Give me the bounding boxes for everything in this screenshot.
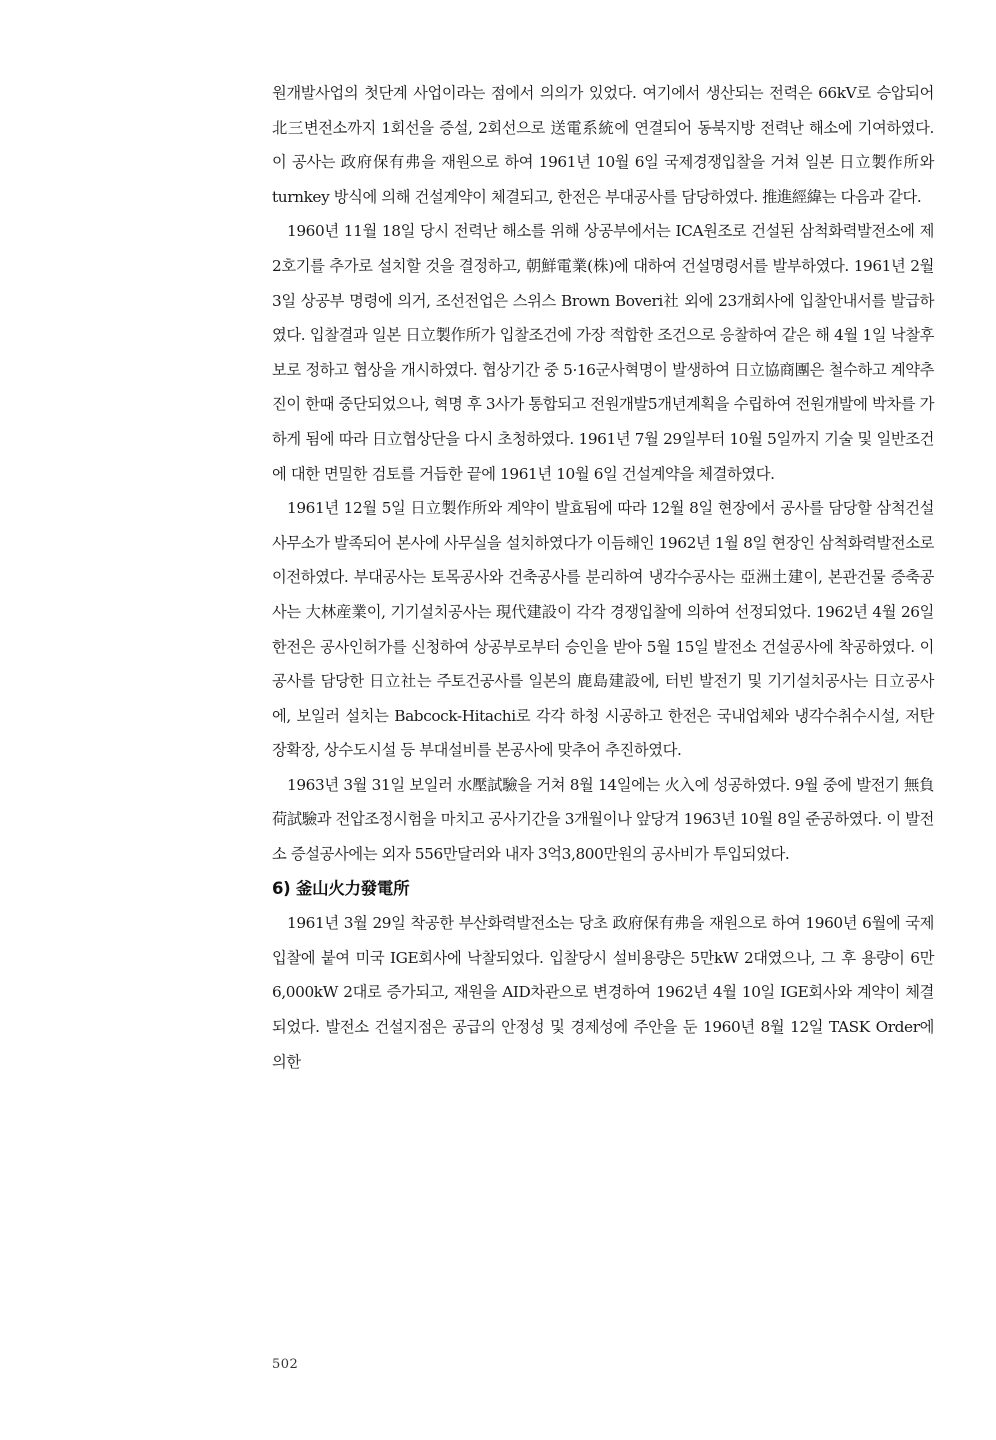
page-number: 502 [272,1357,299,1372]
section-heading: 6) 釜山火力發電所 [272,878,410,898]
paragraph-busan: 1961년 3월 29일 착공한 부산화력발전소는 당초 政府保有弗을 재원으로 하여 1960년 6월에 국제입찰에 붙여 미국 IGE회사에 낙찰되었다. 입찰당시 설비용량은 5만kW 2대였으나, 그 후 용량이 6만6,000kW 2대로 증가되고, 재원을 AID차관으로 변경하여 1962년 4월 10일 IGE회사와 계약이 체결되었다. 발전소 건설지점은 공급의 안정성 및 경제성에 주안을 둔 1960년 8월 12일 TASK Order에 의한 [272,914,934,1071]
paragraph-completion: 1963년 3월 31일 보일러 水壓試驗을 거쳐 8월 14일에는 火入에 성공하였다. 9월 중에 발전기 無負荷試驗과 전압조정시험을 마치고 공사기간을 3개월이나 앞당겨 1963년 10월 8일 준공하였다. 이 발전소 증설공사에는 외자 556만달러와 내자 3억3,800만원의 공사비가 투입되었다. [272,775,934,864]
paragraph-construction: 1961년 12월 5일 日立製作所와 계약이 발효됨에 따라 12월 8일 현장에서 공사를 담당할 삼척건설사무소가 발족되어 본사에 사무실을 설치하였다가 이듬해인 1962년 1월 8일 현장인 삼척화력발전소로 이전하였다. 부대공사는 토목공사와 건축공사를 분리하여 냉각수공사는 亞洲土建이, 본관건물 증축공사는 大林産業이, 기기설치공사는 現代建設이 각각 경쟁입찰에 의하여 선정되었다. 1962년 4월 26일 한전은 공사인허가를 신청하여 상공부로부터 승인을 받아 5월 15일 발전소 건설공사에 착공하였다. 이 공사를 담당한 日立社는 주토건공사를 일본의 鹿島建設에, 터빈 발전기 및 기기설치공사는 日立공사에, 보일러 설치는 Babcock-Hitachi로 각각 하청 시공하고 한전은 국내업체와 냉각수취수시설, 저탄장확장, 상수도시설 등 부대설비를 본공사에 맞추어 추진하였다. [272,499,934,760]
page-body [272,76,934,1079]
paragraph-history: 1960년 11월 18일 당시 전력난 해소를 위해 상공부에서는 ICA원조로 건설된 삼척화력발전소에 제2호기를 추가로 설치할 것을 결정하고, 朝鮮電業(株)에 대하여 건설명령서를 발부하였다. 1961년 2월 3일 상공부 명령에 의거, 조선전업은 스위스 Brown Boveri社 외에 23개회사에 입찰안내서를 발급하였다. 입찰결과 일본 日立製作所가 입찰조건에 가장 적합한 조건으로 응찰하여 같은 해 4월 1일 낙찰후보로 정하고 협상을 개시하였다. 협상기간 중 5·16군사혁명이 발생하여 日立協商團은 철수하고 계약추진이 한때 중단되었으나, 혁명 후 3사가 통합되고 전원개발5개년계획을 수립하여 전원개발에 박차를 가하게 됨에 따라 日立협상단을 다시 초청하였다. 1961년 7월 29일부터 10월 5일까지 기술 및 일반조건에 대한 면밀한 검토를 거듭한 끝에 1961년 10월 6일 건설계약을 체결하였다. [272,222,934,483]
paragraph-continuation: 원개발사업의 첫단계 사업이라는 점에서 의의가 있었다. 여기에서 생산되는 전력은 66kV로 승압되어 北三변전소까지 1회선을 증설, 2회선으로 送電系統에 연결되어 동북지방 전력난 해소에 기여하였다. 이 공사는 政府保有弗을 재원으로 하여 1961년 10월 6일 국제경쟁입찰을 거쳐 일본 日立製作所와 turnkey 방식에 의해 건설계약이 체결되고, 한전은 부대공사를 담당하였다. 推進經緯는 다음과 같다. [272,84,934,206]
